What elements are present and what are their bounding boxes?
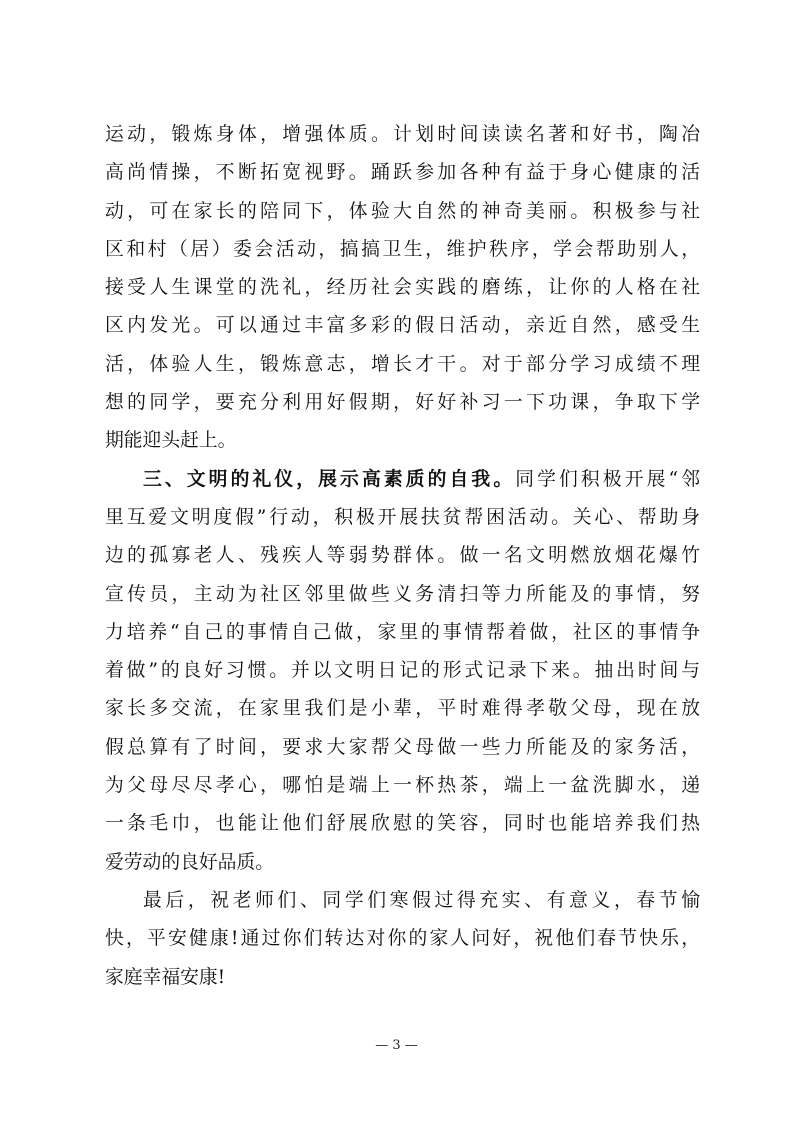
section-heading: 三、文明的礼仪，展示高素质的自我。 <box>143 468 516 490</box>
text-line: 动，可在家长的陪同下，体验大自然的神奇美丽。积极参与社 <box>105 200 700 222</box>
text-line: 爱劳动的良好品质。 <box>105 851 275 873</box>
text-line: 一条毛巾，也能让他们舒展欣慰的笑容，同时也能培养我们热 <box>105 813 700 835</box>
text-line: 宣传员，主动为社区邻里做些义务清扫等力所能及的事情，努 <box>105 583 700 605</box>
text-line: 假总算有了时间，要求大家帮父母做一些力所能及的家务活， <box>105 736 700 758</box>
body-text <box>105 116 700 997</box>
text-line: 接受人生课堂的洗礼，经历社会实践的磨练，让你的人格在社 <box>105 277 700 299</box>
heading-line-rest: 同学们积极开展“邻 <box>515 468 700 490</box>
paragraph-civility <box>105 461 700 882</box>
text-line: 活，体验人生，锻炼意志，增长才干。对于部分学习成绩不理 <box>105 353 700 375</box>
text-line: 为父母尽尽孝心，哪怕是端上一杯热茶，端上一盆洗脚水，递 <box>105 775 700 797</box>
text-line: 区和村（居）委会活动，搞搞卫生，维护秩序，学会帮助别人， <box>105 238 700 260</box>
text-line: 家庭幸福安康! <box>105 966 226 988</box>
paragraph-closing <box>105 882 700 997</box>
text-line: 里互爱文明度假”行动，积极开展扶贫帮困活动。关心、帮助身 <box>105 506 700 528</box>
heading-line <box>105 461 700 499</box>
text-line: 运动，锻炼身体，增强体质。计划时间读读名著和好书，陶冶 <box>105 124 700 145</box>
text-line: 期能迎头赶上。 <box>105 430 237 452</box>
text-line: 最后，祝老师们、同学们寒假过得充实、有意义，春节愉 <box>143 889 700 911</box>
paragraph-continuation <box>105 116 700 461</box>
text-line: 高尚情操，不断拓宽视野。踊跃参加各种有益于身心健康的活 <box>105 162 700 184</box>
text-line: 着做”的良好习惯。并以文明日记的形式记录下来。抽出时间与 <box>105 660 700 682</box>
page-number: — 3 — <box>375 1038 418 1053</box>
text-line: 区内发光。可以通过丰富多彩的假日活动，亲近自然，感受生 <box>105 315 700 337</box>
text-line: 边的孤寡老人、残疾人等弱势群体。做一名文明燃放烟花爆竹 <box>105 545 700 567</box>
text-line: 想的同学，要充分利用好假期，好好补习一下功课，争取下学 <box>105 392 700 414</box>
text-line: 力培养“自己的事情自己做，家里的事情帮着做，社区的事情争 <box>105 621 700 643</box>
text-line: 快，平安健康!通过你们转达对你的家人问好，祝他们春节快乐， <box>105 928 700 950</box>
text-line: 家长多交流，在家里我们是小辈，平时难得孝敬父母，现在放 <box>105 698 700 720</box>
